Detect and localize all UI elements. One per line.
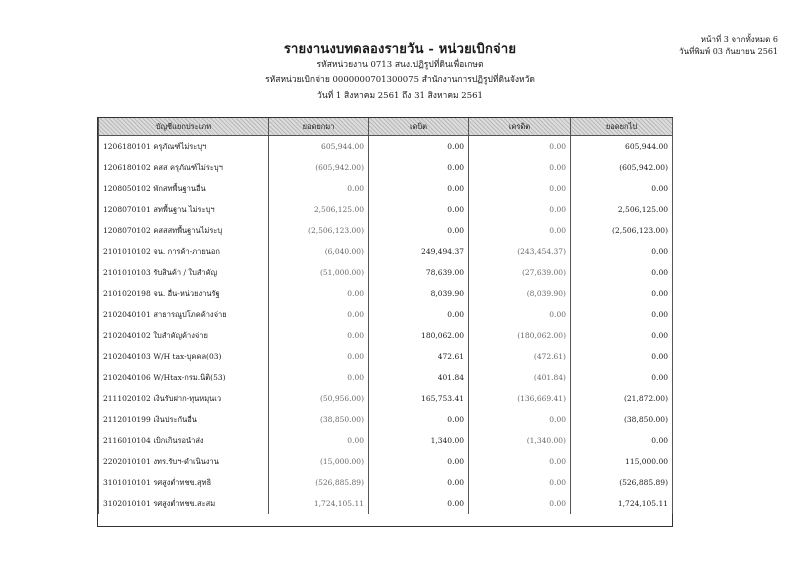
credit-cell: (1,340.00)	[469, 430, 571, 451]
account-name: เงินประกันอื่น	[153, 414, 197, 424]
credit-cell: 0.00	[469, 451, 571, 472]
brought-forward-cell: (15,000.00)	[269, 451, 369, 472]
credit-cell: (180,062.00)	[469, 325, 571, 346]
account-name: เงินรับฝาก-ทุนหมุนเว	[153, 393, 222, 403]
page-number: หน้าที่ 3 จากทั้งหมด 6	[700, 35, 778, 44]
credit-cell: (136,669.41)	[469, 388, 571, 409]
credit-cell: (401.84)	[469, 367, 571, 388]
credit-cell: (243,454.37)	[469, 241, 571, 262]
account-cell	[99, 157, 269, 178]
carried-forward-cell: 0.00	[571, 367, 673, 388]
brought-forward-cell: (51,000.00)	[269, 262, 369, 283]
carried-forward-cell: 605,944.00	[571, 136, 673, 158]
account-name: จน. การค้า-ภายนอก	[153, 246, 220, 256]
account-code: 2101010102	[103, 246, 151, 256]
account-name: คสส ครุภัณฑ์ไม่ระบุฯ	[153, 162, 223, 172]
table-row	[99, 493, 673, 514]
credit-cell: (27,639.00)	[469, 262, 571, 283]
account-code: 1208070101	[103, 204, 151, 214]
table-row	[99, 325, 673, 346]
debit-cell: 0.00	[369, 304, 469, 325]
credit-cell: 0.00	[469, 199, 571, 220]
account-cell	[99, 409, 269, 430]
credit-cell: (8,039.90)	[469, 283, 571, 304]
table-row	[99, 472, 673, 493]
account-cell	[99, 430, 269, 451]
debit-cell: 249,494.37	[369, 241, 469, 262]
debit-cell: 165,753.41	[369, 388, 469, 409]
col-header-account: บัญชีแยกประเภท	[99, 118, 269, 136]
account-name: ใบสำคัญค้างจ่าย	[153, 330, 208, 340]
table-header-row	[99, 118, 673, 136]
table-row	[99, 346, 673, 367]
account-name: รศสูงต่ำทชข.สะสม	[153, 498, 216, 508]
brought-forward-cell: 0.00	[269, 346, 369, 367]
debit-cell: 78,639.00	[369, 262, 469, 283]
col-header-carried-forward: ยอดยกไป	[571, 118, 673, 136]
page-info	[679, 34, 778, 58]
debit-cell: 0.00	[369, 493, 469, 514]
account-name: ครุภัณฑ์ไม่ระบุฯ	[153, 141, 207, 151]
debit-cell: 401.84	[369, 367, 469, 388]
account-cell	[99, 220, 269, 241]
account-code: 1206180102	[103, 162, 151, 172]
carried-forward-cell: 0.00	[571, 283, 673, 304]
brought-forward-cell: (605,942.00)	[269, 157, 369, 178]
debit-cell: 0.00	[369, 178, 469, 199]
credit-cell: 0.00	[469, 136, 571, 158]
table-row	[99, 136, 673, 158]
brought-forward-cell: (38,850.00)	[269, 409, 369, 430]
carried-forward-cell: 0.00	[571, 325, 673, 346]
carried-forward-cell: 0.00	[571, 178, 673, 199]
carried-forward-cell: (605,942.00)	[571, 157, 673, 178]
account-cell	[99, 493, 269, 514]
carried-forward-cell: 0.00	[571, 346, 673, 367]
account-name: จน. อื่น-หน่วยงานรัฐ	[153, 288, 220, 298]
account-cell	[99, 451, 269, 472]
table-row	[99, 430, 673, 451]
credit-cell: 0.00	[469, 409, 571, 430]
col-header-debit: เดบิต	[369, 118, 469, 136]
brought-forward-cell: 605,944.00	[269, 136, 369, 158]
table-row	[99, 157, 673, 178]
print-date: วันที่พิมพ์ 03 กันยายน 2561	[679, 47, 778, 56]
carried-forward-cell: (526,885.89)	[571, 472, 673, 493]
account-cell	[99, 241, 269, 262]
brought-forward-cell: 0.00	[269, 367, 369, 388]
debit-cell: 0.00	[369, 472, 469, 493]
account-cell	[99, 388, 269, 409]
table-row	[99, 367, 673, 388]
table-row	[99, 241, 673, 262]
brought-forward-cell: 1,724,105.11	[269, 493, 369, 514]
credit-cell: 0.00	[469, 493, 571, 514]
credit-cell: 0.00	[469, 220, 571, 241]
account-cell	[99, 325, 269, 346]
disbursement-unit-line: รหัสหน่วยเบิกจ่าย 0000000701300075 สำนักงานการปฏิรูปที่ดินจังหวัด	[265, 75, 535, 85]
brought-forward-cell: 0.00	[269, 430, 369, 451]
brought-forward-cell: (2,506,123.00)	[269, 220, 369, 241]
carried-forward-cell: (2,506,123.00)	[571, 220, 673, 241]
carried-forward-cell: 0.00	[571, 304, 673, 325]
table-row	[99, 199, 673, 220]
account-code: 2101020198	[103, 288, 151, 298]
account-name: คสสสทพื้นฐานไม่ระบุ	[153, 225, 223, 235]
credit-cell: 0.00	[469, 472, 571, 493]
brought-forward-cell: (526,885.89)	[269, 472, 369, 493]
account-cell	[99, 178, 269, 199]
account-code: 2202010101	[103, 456, 151, 466]
table-row	[99, 220, 673, 241]
account-code: 2102040102	[103, 330, 151, 340]
account-code: 2102040101	[103, 309, 151, 319]
brought-forward-cell: 0.00	[269, 178, 369, 199]
account-code: 3101010101	[103, 477, 151, 487]
account-cell	[99, 304, 269, 325]
debit-cell: 0.00	[369, 409, 469, 430]
account-name: สทพื้นฐาน ไม่ระบุฯ	[153, 204, 215, 214]
report-title: รายงานงบทดลองรายวัน - หน่วยเบิกจ่าย	[283, 42, 517, 57]
account-name: เบิกเกินรอนำส่ง	[153, 435, 204, 445]
account-name: พักสทพื้นฐานอื่น	[153, 183, 206, 193]
account-code: 2102040106	[103, 372, 151, 382]
account-code: 2101010103	[103, 267, 151, 277]
carried-forward-cell: (38,850.00)	[571, 409, 673, 430]
account-name: รศสูงต่ำทชข.สุทธิ	[153, 477, 212, 487]
table-row	[99, 451, 673, 472]
brought-forward-cell: (50,956.00)	[269, 388, 369, 409]
date-range-line: วันที่ 1 สิงหาคม 2561 ถึง 31 สิงหาคม 2561	[317, 91, 483, 101]
account-code: 2102040103	[103, 351, 151, 361]
brought-forward-cell: 0.00	[269, 304, 369, 325]
account-code: 2116010104	[103, 435, 151, 445]
account-code: 1208070102	[103, 225, 151, 235]
carried-forward-cell: 0.00	[571, 262, 673, 283]
carried-forward-cell: (21,872.00)	[571, 388, 673, 409]
account-name: สาธารณูปโภคค้างจ่าย	[153, 309, 227, 319]
debit-cell: 0.00	[369, 136, 469, 158]
credit-cell: (472.61)	[469, 346, 571, 367]
carried-forward-cell: 115,000.00	[571, 451, 673, 472]
brought-forward-cell: 0.00	[269, 283, 369, 304]
account-name: งทร.รับฯ-ดำเนินงาน	[153, 456, 219, 466]
debit-cell: 8,039.90	[369, 283, 469, 304]
account-code: 3102010101	[103, 498, 151, 508]
account-cell	[99, 262, 269, 283]
brought-forward-cell: (6,040.00)	[269, 241, 369, 262]
account-code: 2112010199	[103, 414, 151, 424]
debit-cell: 180,062.00	[369, 325, 469, 346]
account-code: 2111020102	[103, 393, 151, 403]
debit-cell: 0.00	[369, 199, 469, 220]
trial-balance-table	[97, 117, 673, 527]
credit-cell: 0.00	[469, 304, 571, 325]
brought-forward-cell: 0.00	[269, 325, 369, 346]
table-row	[99, 304, 673, 325]
table-row	[99, 388, 673, 409]
account-cell	[99, 367, 269, 388]
account-cell	[99, 346, 269, 367]
account-cell	[99, 136, 269, 158]
col-header-credit: เครดิต	[469, 118, 571, 136]
table-row	[99, 283, 673, 304]
account-cell	[99, 472, 269, 493]
debit-cell: 472.61	[369, 346, 469, 367]
account-code: 1208050102	[103, 183, 151, 193]
brought-forward-cell: 2,506,125.00	[269, 199, 369, 220]
debit-cell: 0.00	[369, 451, 469, 472]
carried-forward-cell: 2,506,125.00	[571, 199, 673, 220]
account-code: 1206180101	[103, 141, 151, 151]
account-cell	[99, 283, 269, 304]
account-name: W/H tax-บุคคล(03)	[153, 351, 222, 361]
table-row	[99, 409, 673, 430]
col-header-brought-forward: ยอดยกมา	[269, 118, 369, 136]
carried-forward-cell: 0.00	[571, 241, 673, 262]
credit-cell: 0.00	[469, 178, 571, 199]
debit-cell: 0.00	[369, 220, 469, 241]
account-name: W/Htax-กรม.นิติ(53)	[153, 372, 226, 382]
table-row	[99, 262, 673, 283]
account-name: รับสินค้า / ใบสำคัญ	[153, 267, 218, 277]
debit-cell: 0.00	[369, 157, 469, 178]
credit-cell: 0.00	[469, 157, 571, 178]
agency-code-line: รหัสหน่วยงาน 0713 สนง.ปฏิรูปที่ดินเพื่อเกษต	[316, 60, 484, 70]
debit-cell: 1,340.00	[369, 430, 469, 451]
table-row	[99, 178, 673, 199]
account-cell	[99, 199, 269, 220]
carried-forward-cell: 0.00	[571, 430, 673, 451]
carried-forward-cell: 1,724,105.11	[571, 493, 673, 514]
report-header	[0, 0, 800, 110]
